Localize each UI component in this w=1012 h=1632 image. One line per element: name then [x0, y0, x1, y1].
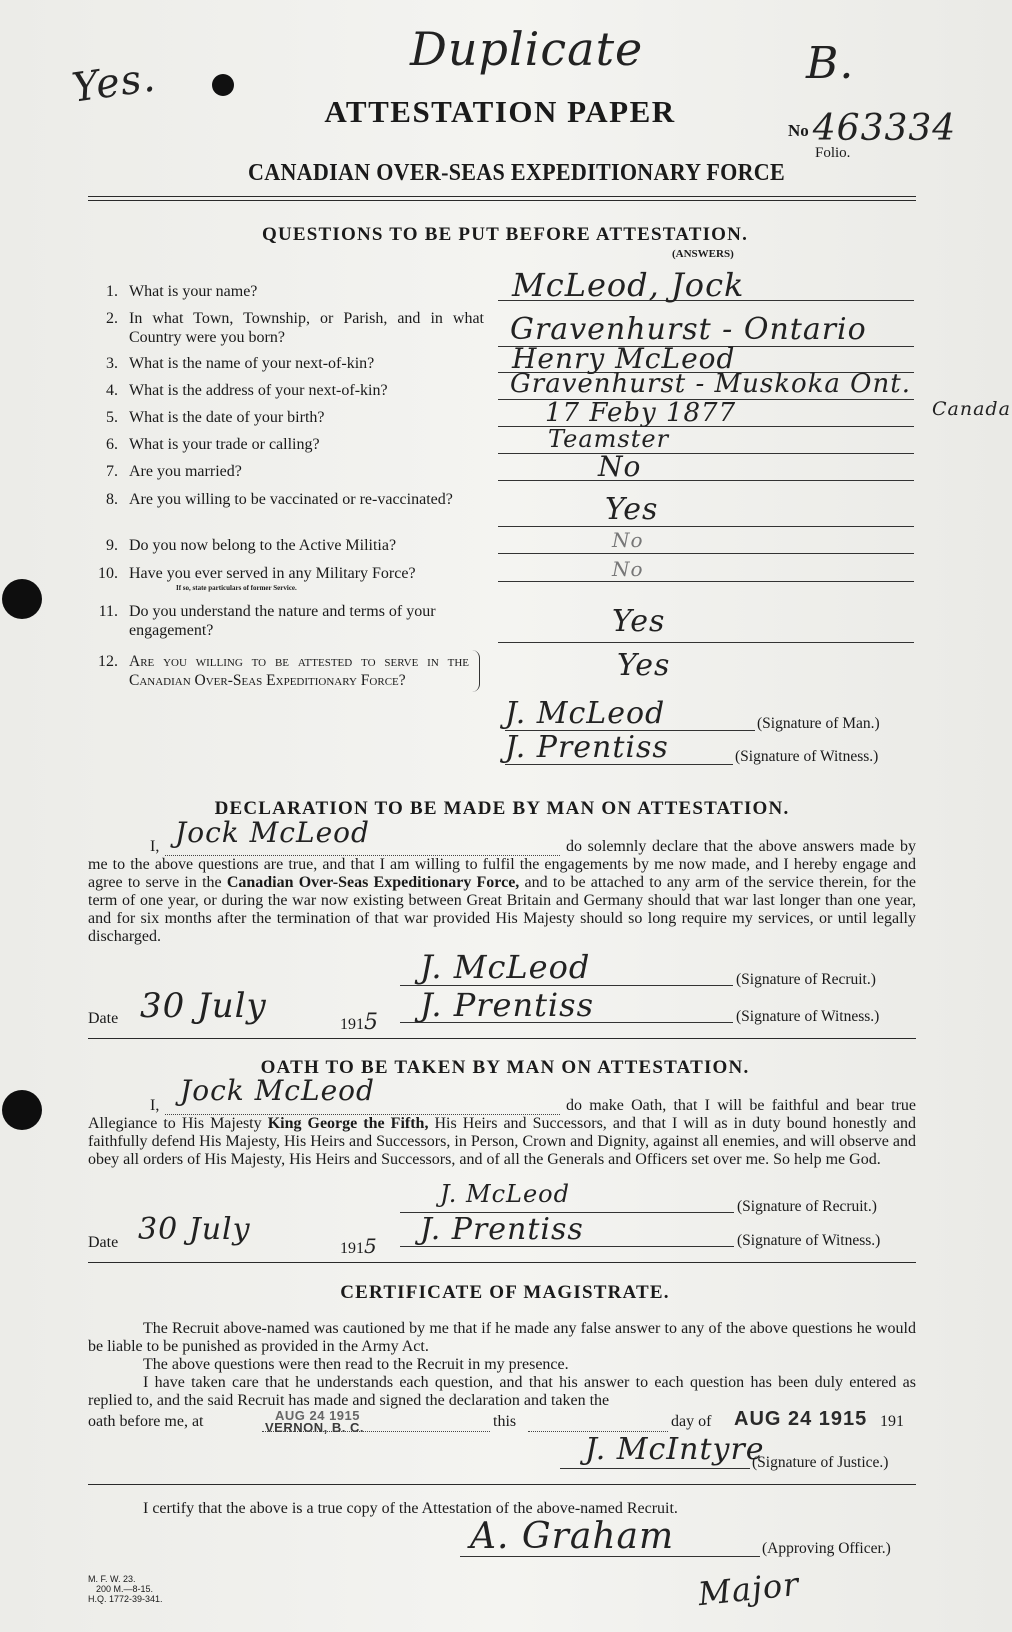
answer-10: No — [612, 557, 644, 581]
sig-justice-line — [560, 1468, 750, 1469]
this-label: this — [493, 1413, 517, 1430]
cert-year: 191 — [880, 1413, 904, 1430]
oath-sig-recruit-label: (Signature of Recruit.) — [737, 1198, 877, 1215]
declaration-date-label: Date — [88, 1010, 119, 1027]
divider-declaration — [88, 1038, 916, 1039]
brace — [469, 650, 480, 692]
answer-9: No — [612, 528, 644, 552]
answer-8: Yes — [605, 492, 659, 527]
sig-officer-line — [460, 1556, 760, 1557]
declaration-body: do solemnly declare that the above answers made by me to the above questions are true, and that I am willing to fulfil the engagements by me now made, and I hereby engage and agree to serve in the Canadian Over-Seas Expeditionary Force, and to be attached to any arm of the service therein, for the term of one year, or during the war now existing between Great Britain and Germany should that war last longer than one year, and for six months after the termination of that war provided His Majesty should so long require my services, or until legally discharged. — [88, 838, 917, 945]
declaration-heading: DECLARATION TO BE MADE BY MAN ON ATTESTATION. — [214, 798, 790, 819]
signature-witness-q: J. Prentiss — [505, 730, 669, 765]
declaration-sig-witness: J. Prentiss — [420, 986, 594, 1024]
punch-hole-top — [2, 579, 42, 619]
regimental-number: 463334 — [812, 108, 957, 149]
place-line — [262, 1431, 490, 1432]
canada-note: Canada — [932, 398, 1011, 420]
divider-top-2 — [88, 200, 916, 201]
place-stamp-place: VERNON, B. C. — [265, 1420, 364, 1435]
oath-sig-witness-label: (Signature of Witness.) — [737, 1232, 881, 1249]
no-label: No — [788, 121, 809, 140]
divider-oath — [88, 1262, 916, 1263]
answer-line-7 — [498, 480, 914, 481]
number-field — [788, 104, 957, 149]
divider-top-1 — [88, 196, 916, 197]
questions-heading: QUESTIONS TO BE PUT BEFORE ATTESTATION. — [261, 224, 749, 245]
signature-officer: A. Graham — [470, 1516, 675, 1557]
declaration-i: I, — [150, 838, 160, 855]
ink-dot — [212, 74, 234, 96]
oath-sig-witness-line — [400, 1246, 734, 1247]
answers-label: (ANSWERS) — [672, 248, 734, 260]
sig-justice-label: (Signature of Justice.) — [752, 1454, 889, 1471]
question-10-note: If so, state particulars of former Service. — [176, 584, 297, 592]
declaration-date: 30 July — [140, 986, 267, 1026]
certificate-oath-line: oath before me, at — [88, 1413, 204, 1430]
certificate-p2: The above questions were then read to the Recruit in my presence. — [143, 1356, 569, 1373]
date-stamp: AUG 24 1915 — [734, 1408, 868, 1430]
folio-label: Folio. — [815, 145, 851, 161]
certify-text: I certify that the above is a true copy of the Attestation of the above-named Recruit. — [143, 1500, 678, 1517]
oath-sig-witness: J. Prentiss — [420, 1212, 584, 1247]
officer-rank: Major — [696, 1564, 802, 1614]
sig-witness-line-q — [505, 764, 733, 765]
answer-11: Yes — [612, 604, 666, 639]
declaration-sig-witness-label: (Signature of Witness.) — [736, 1008, 880, 1025]
sig-officer-label: (Approving Officer.) — [762, 1540, 891, 1557]
answer-line-6 — [498, 453, 914, 454]
signature-man: J. McLeod — [505, 696, 666, 731]
answer-6: Teamster — [548, 425, 670, 453]
certificate-p1: The Recruit above-named was cautioned by me that if he made any false answer to any of the above questions he would be liable to be punished as provided in the Army Act. — [88, 1320, 916, 1355]
oath-date: 30 July — [138, 1212, 251, 1247]
duplicate-mark: Duplicate — [410, 22, 644, 76]
oath-heading: OATH TO BE TAKEN BY MAN ON ATTESTATION. — [260, 1057, 750, 1078]
document-title: ATTESTATION PAPER — [324, 94, 676, 129]
oath-i: I, — [150, 1097, 160, 1114]
oath-body: do make Oath, that I will be faithful and bear true Allegiance to His Majesty King George the Fifth, His Heirs and Successors, and that I will as in duty bound honestly and faithfully defend His Majesty, His Heirs and Successors, in Person, Crown and Dignity, against all enemies, and will observe and obey all orders of His Majesty, His Heirs and Successors, and of all the Generals and Officers set over me. So help me God. — [88, 1097, 917, 1168]
document-subtitle: CANADIAN OVER-SEAS EXPEDITIONARY FORCE — [248, 160, 786, 186]
answer-line-10 — [498, 581, 914, 582]
place-stamp-date: AUG 24 1915 — [275, 1408, 360, 1423]
b-mark: B. — [806, 38, 855, 89]
answer-12: Yes — [617, 648, 671, 683]
declaration-sig-witness-line — [400, 1022, 733, 1023]
answer-7: No — [598, 450, 642, 483]
answer-5: 17 Feby 1877 — [545, 398, 737, 428]
answer-line-9 — [498, 553, 914, 554]
oath-name: Jock McLeod — [180, 1074, 375, 1107]
attestation-paper: Duplicate Yes. B. ATTESTATION PAPER No 463334 Folio. CANADIAN OVER-SEAS EXPEDITIONARY FORCE QUESTIONS TO BE PUT BEFORE ATTESTATION. (ANSWERS) 1. What is your name? McLeod, Jock 2. In what Town, Township, or Parish, and in what Country were you born? Gravenhurst - Ontario 3. What is the name of your next-of-kin? Henry McLeod 4. What is the address of your next-of-kin? Gravenhurst - Muskoka Ont. Canada 5. What is the date of your birth? 17 Feby 1877 6. What is your trade or calling? Teamster 7. Are you married? No 8. Are you willing to be vaccinated or re-vaccinated? Yes 9. Do you now belong to the Active Militia? No 10. Have you ever served in any Military Force? If so, state particulars of former Service. No 11. Do you understand the nature and terms of your engagement? Yes 12. Are you willing to be attested to serve in the Canadian Over-Seas Expeditionary Force? Yes J. McLeod (Signature of Man.) J. Prentiss (Signature of Witness.) DECLARATION TO BE MADE BY MAN ON ATTESTATION. I, Jock McLeod do solemnly declare that the above answers made by me to the above questions are true, and that I am willing to fulfil the engagements by me now made, and I hereby engage and agree to serve in the Canadian Over-Seas Expeditionary Force, and to be attached to any arm of the service therein, for the term of one year, or during the war now existing between Great Britain and Germany should that war last longer than one year, and for six months after the termination of that war provided His Majesty should so long require my services, or until legally discharged. Date 30 July 1915 J. McLeod (Signature of Recruit.) J. Prentiss (Signature of Witness.) OATH TO BE TAKEN BY MAN ON ATTESTATION. I, Jock McLeod do make Oath, that I will be faithful and bear true Allegiance to His Majesty King George the Fifth, His Heirs and Successors, and that I will as in duty bound honestly and faithfully defend His Majesty, His Heirs and Successors, in Person, Crown and Dignity, against all enemies, and will observe and obey all orders of His Majesty, His Heirs and Successors, and of all the Generals and Officers set over me. So help me God. Date 30 July 1915 J. McLeod (Signature of Recruit.) J. Prentiss (Signature of Witness.) CERTIFICATE OF MAGISTRATE. The Recruit above-named was cautioned by me that if he made any false answer to any of the above questions he would be liable to be punished as provided in the Army Act. The above questions were then read to the Recruit in my presence. I have taken care that he understands each question, and that his answer to each question has been duly entered as replied to, and the said Recruit has made and signed the declaration and taken the oath before me, at AUG 24 1915 VERNON, B. C. this day of AUG 24 1915 191 J. McIntyre (Signature of Justice.) I certify that the above is a true copy of the Attestation of the above-named Recruit. A. Graham (Approving Officer.) Major M. F. W. 23. 200 M.—8-15. H.Q. 1772-39-341. — [0, 0, 1012, 1632]
margin-note-yes: Yes. — [69, 54, 159, 112]
sig-witness-label-q: (Signature of Witness.) — [735, 748, 879, 765]
punch-hole-bottom — [2, 1090, 42, 1130]
divider-certificate — [88, 1484, 916, 1485]
oath-sig-recruit: J. McLeod — [440, 1180, 570, 1208]
declaration-sig-recruit: J. McLeod — [420, 948, 591, 986]
answer-1: McLeod, Jock — [512, 266, 745, 304]
answer-2: Gravenhurst - Ontario — [510, 312, 867, 347]
day-of-label: day of — [671, 1413, 712, 1430]
certificate-p3: I have taken care that he understands each question, and that his answer to each question has been duly entered as replied to, and the said Recruit has made and signed the declaration and taken the — [88, 1374, 916, 1409]
answer-4: Gravenhurst - Muskoka Ont. — [510, 369, 911, 399]
answer-3: Henry McLeod — [512, 342, 736, 375]
declaration-name: Jock McLeod — [175, 816, 370, 849]
declaration-year: 1915 — [340, 1010, 379, 1035]
declaration-sig-recruit-label: (Signature of Recruit.) — [736, 971, 876, 988]
oath-year: 1915 — [340, 1234, 378, 1258]
oath-date-label: Date — [88, 1234, 119, 1251]
answer-line-11 — [498, 642, 914, 643]
form-reference: M. F. W. 23. 200 M.—8-15. H.Q. 1772-39-341. — [88, 1574, 163, 1604]
answer-line-8 — [498, 526, 914, 527]
sig-man-label: (Signature of Man.) — [757, 715, 880, 732]
certificate-heading: CERTIFICATE OF MAGISTRATE. — [340, 1282, 670, 1303]
signature-justice: J. McIntyre — [585, 1432, 765, 1467]
